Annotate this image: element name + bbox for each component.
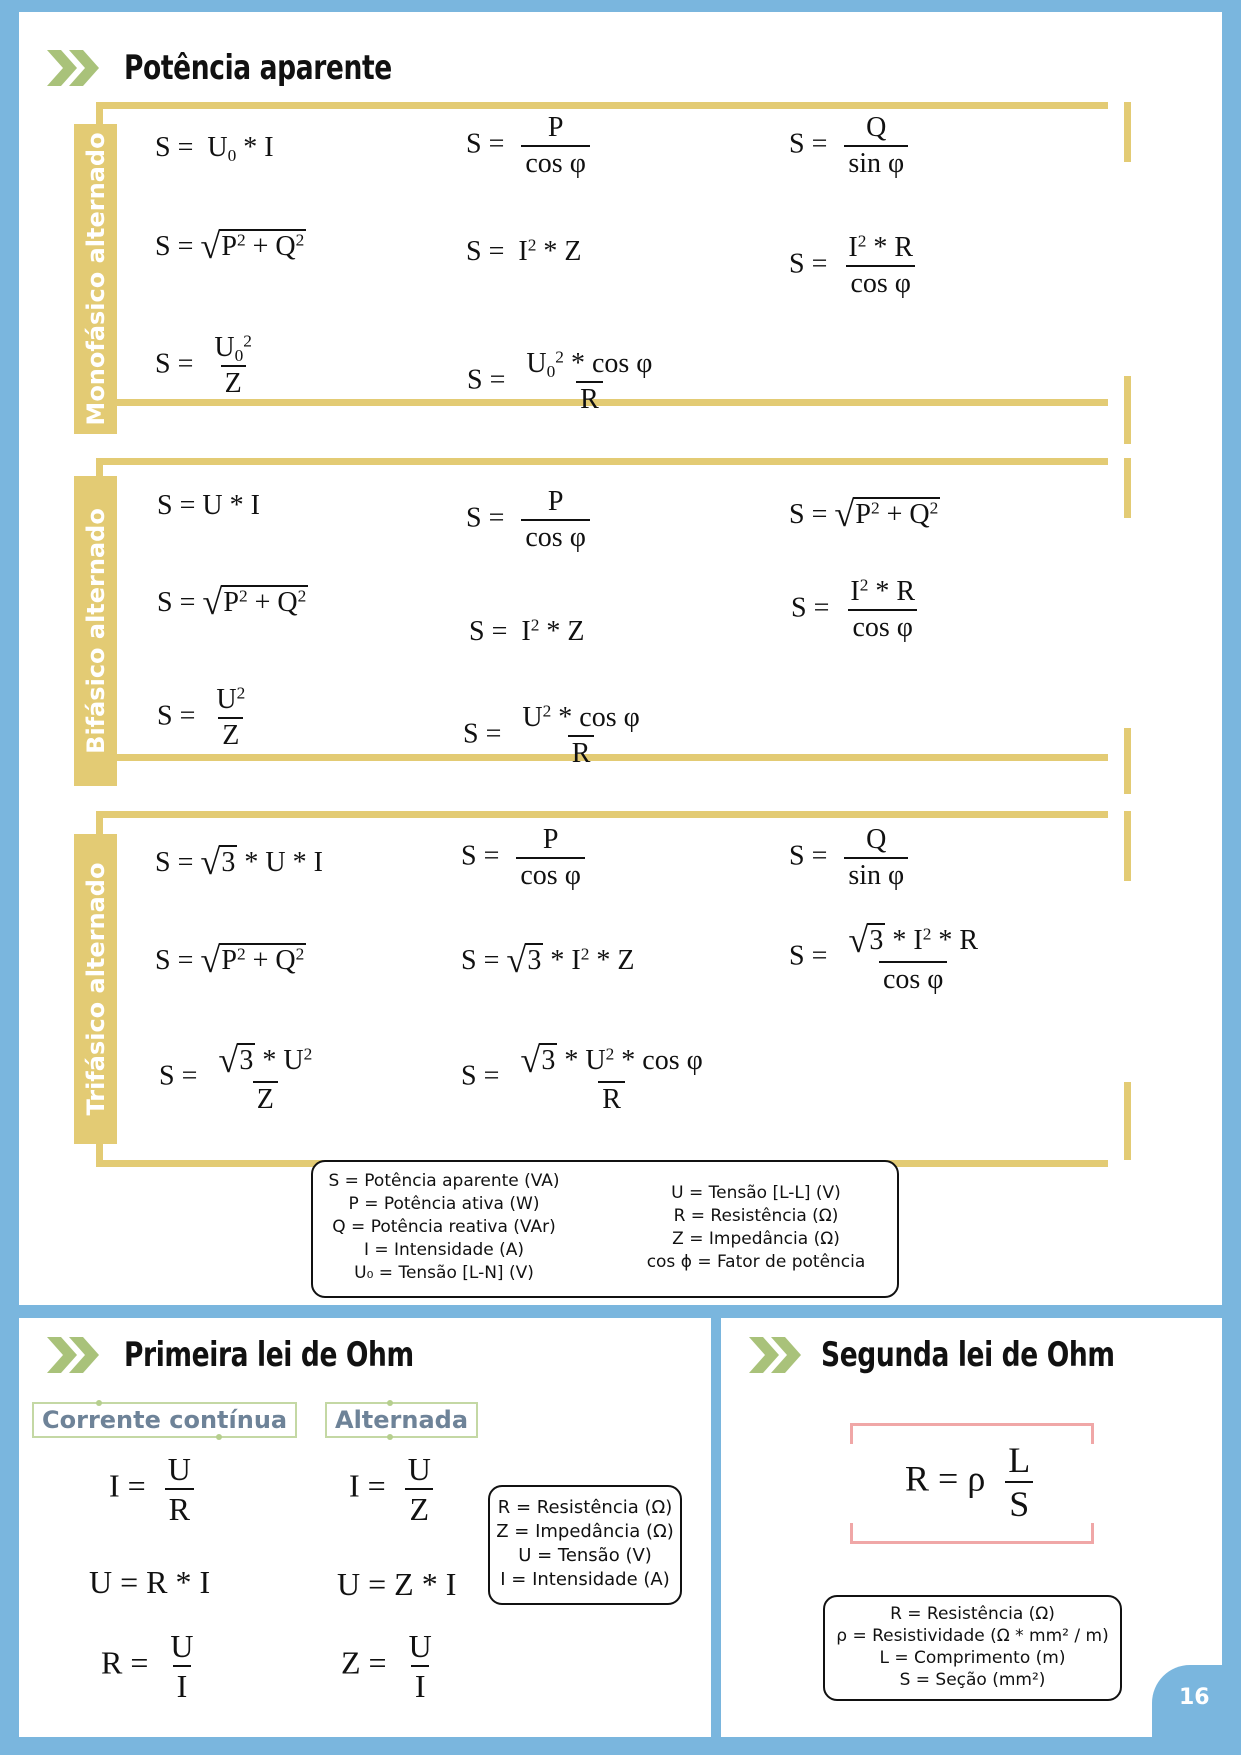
legend-line: Q = Potência reativa (VAr)	[332, 1217, 556, 1237]
section-label-bi: Bifásico alternado	[74, 476, 117, 786]
formula: S = $\frac{U_0^2}{Z}$	[155, 331, 252, 399]
formula: Z = $\frac{U}{I}$	[341, 1628, 432, 1704]
frame-corner-mark	[1124, 102, 1131, 162]
legend-line: I = Intensidade (A)	[363, 1240, 525, 1260]
frame-corner-mark	[1124, 458, 1131, 518]
formula: U = R * I	[89, 1564, 211, 1600]
formula: U = Z * I	[337, 1566, 457, 1602]
legend-line: Z = Impedância (Ω)	[672, 1229, 840, 1249]
legend-line: L = Comprimento (m)	[879, 1648, 1066, 1668]
formula: S = $\frac{√3 * U^2 * \cos \varphi}{R}$	[461, 1040, 703, 1116]
formula: I = $\frac{U}{R}$	[109, 1453, 195, 1525]
legend-line: R = Resistência (Ω)	[890, 1604, 1055, 1624]
frame-corner-mark	[1124, 728, 1131, 794]
double-chevron-icon	[747, 1333, 805, 1377]
legend-line: ρ = Resistividade (Ω * mm² / m)	[836, 1626, 1109, 1646]
section-label-tri: Trifásico alternado	[74, 834, 117, 1144]
label-alternating: Alternada	[325, 1402, 478, 1438]
legend-line: P = Potência ativa (W)	[348, 1194, 540, 1214]
legend-line: U = Tensão (V)	[518, 1545, 652, 1566]
ohm-second-legend	[823, 1595, 1122, 1701]
legend-line: U₀ = Tensão [L-N] (V)	[354, 1263, 534, 1283]
label-direct-current: Corrente contínua	[32, 1402, 297, 1438]
formula: S = $\frac{√3 * U^2}{Z}$	[159, 1040, 313, 1116]
ohm-second-law-panel	[721, 1318, 1222, 1737]
ohm-first-legend	[488, 1485, 682, 1605]
formula: S = $\frac{I^2 * R}{\text{cos φ}}$	[789, 231, 914, 299]
formula: $S = I^2 * Z$	[469, 615, 585, 647]
formula: $S = U_0 * I$	[155, 132, 274, 166]
legend-line: S = Seção (mm²)	[899, 1670, 1046, 1690]
frame-corner-mark	[1124, 811, 1131, 881]
ohm-first-law-panel	[19, 1318, 711, 1737]
legend-line: cos ϕ = Fator de potência	[646, 1252, 866, 1272]
formula: R = ρ $\frac{L}{S}$	[905, 1442, 1034, 1522]
double-chevron-icon	[45, 1333, 103, 1377]
legend-line: Z = Impedância (Ω)	[496, 1521, 674, 1542]
frame-corner-mark	[1124, 1082, 1131, 1160]
section-label-mono: Monofásico alternado	[74, 124, 117, 434]
formula: $S = √P^2 + Q^2$	[157, 582, 307, 622]
formula: S = √3 * U * I	[155, 842, 323, 882]
apparent-power-panel	[19, 12, 1222, 1305]
formula: S = $\frac{I^2 * R}{\text{cos φ}}$	[791, 575, 916, 643]
formula: S = $\frac{Q}{\text{sin φ}}$	[789, 826, 908, 890]
legend-line: U = Tensão [L-L] (V)	[671, 1183, 841, 1203]
formula: S = U * I	[157, 490, 260, 521]
formula: $S = √P^2 + Q^2$	[155, 226, 305, 266]
section-title-ohm-second: Segunda lei de Ohm	[821, 1335, 1115, 1375]
formula: $S = √P^2 + Q^2$	[789, 494, 939, 534]
formula-bracket-top	[850, 1423, 1094, 1444]
apparent-power-legend	[311, 1160, 899, 1298]
legend-line: I = Intensidade (A)	[500, 1569, 670, 1590]
legend-line: R = Resistência (Ω)	[673, 1206, 839, 1226]
double-chevron-icon	[45, 46, 103, 90]
formula: S = $\frac{P}{\text{cos φ}}$	[461, 826, 585, 890]
formula: S = $\frac{P}{\text{cos φ}}$	[466, 114, 590, 178]
formula: S = $\frac{√3 * I^2 * R}{\text{cos φ}}$	[789, 920, 979, 996]
formula: S = $\frac{U^2 * \cos \varphi}{R}$	[463, 701, 640, 769]
legend-line: S = Potência aparente (VA)	[328, 1171, 560, 1191]
legend-line: R = Resistência (Ω)	[497, 1497, 673, 1518]
frame-corner-mark	[1124, 376, 1131, 444]
page-number: 16	[1152, 1665, 1222, 1737]
formula: R = $\frac{U}{I}$	[101, 1628, 194, 1704]
section-title-apparent-power: Potência aparente	[124, 48, 392, 88]
formula: S = $\frac{U^2}{Z}$	[157, 683, 246, 751]
formula: $S = I^2 * Z$	[466, 235, 582, 267]
section-title-ohm-first: Primeira lei de Ohm	[124, 1335, 414, 1375]
formula: I = $\frac{U}{Z}$	[349, 1453, 435, 1525]
formula: S = $\frac{Q}{\text{sin φ}}$	[789, 114, 908, 178]
formula: $S = √3 * I^2 * Z$	[461, 940, 635, 980]
formula-bracket-bottom	[850, 1523, 1094, 1544]
formula: S = $\frac{P}{\text{cos φ}}$	[466, 488, 590, 552]
formula: S = $\frac{U_0^2 * \cos \varphi}{R}$	[467, 347, 653, 415]
formula: $S = √P^2 + Q^2$	[155, 940, 305, 980]
